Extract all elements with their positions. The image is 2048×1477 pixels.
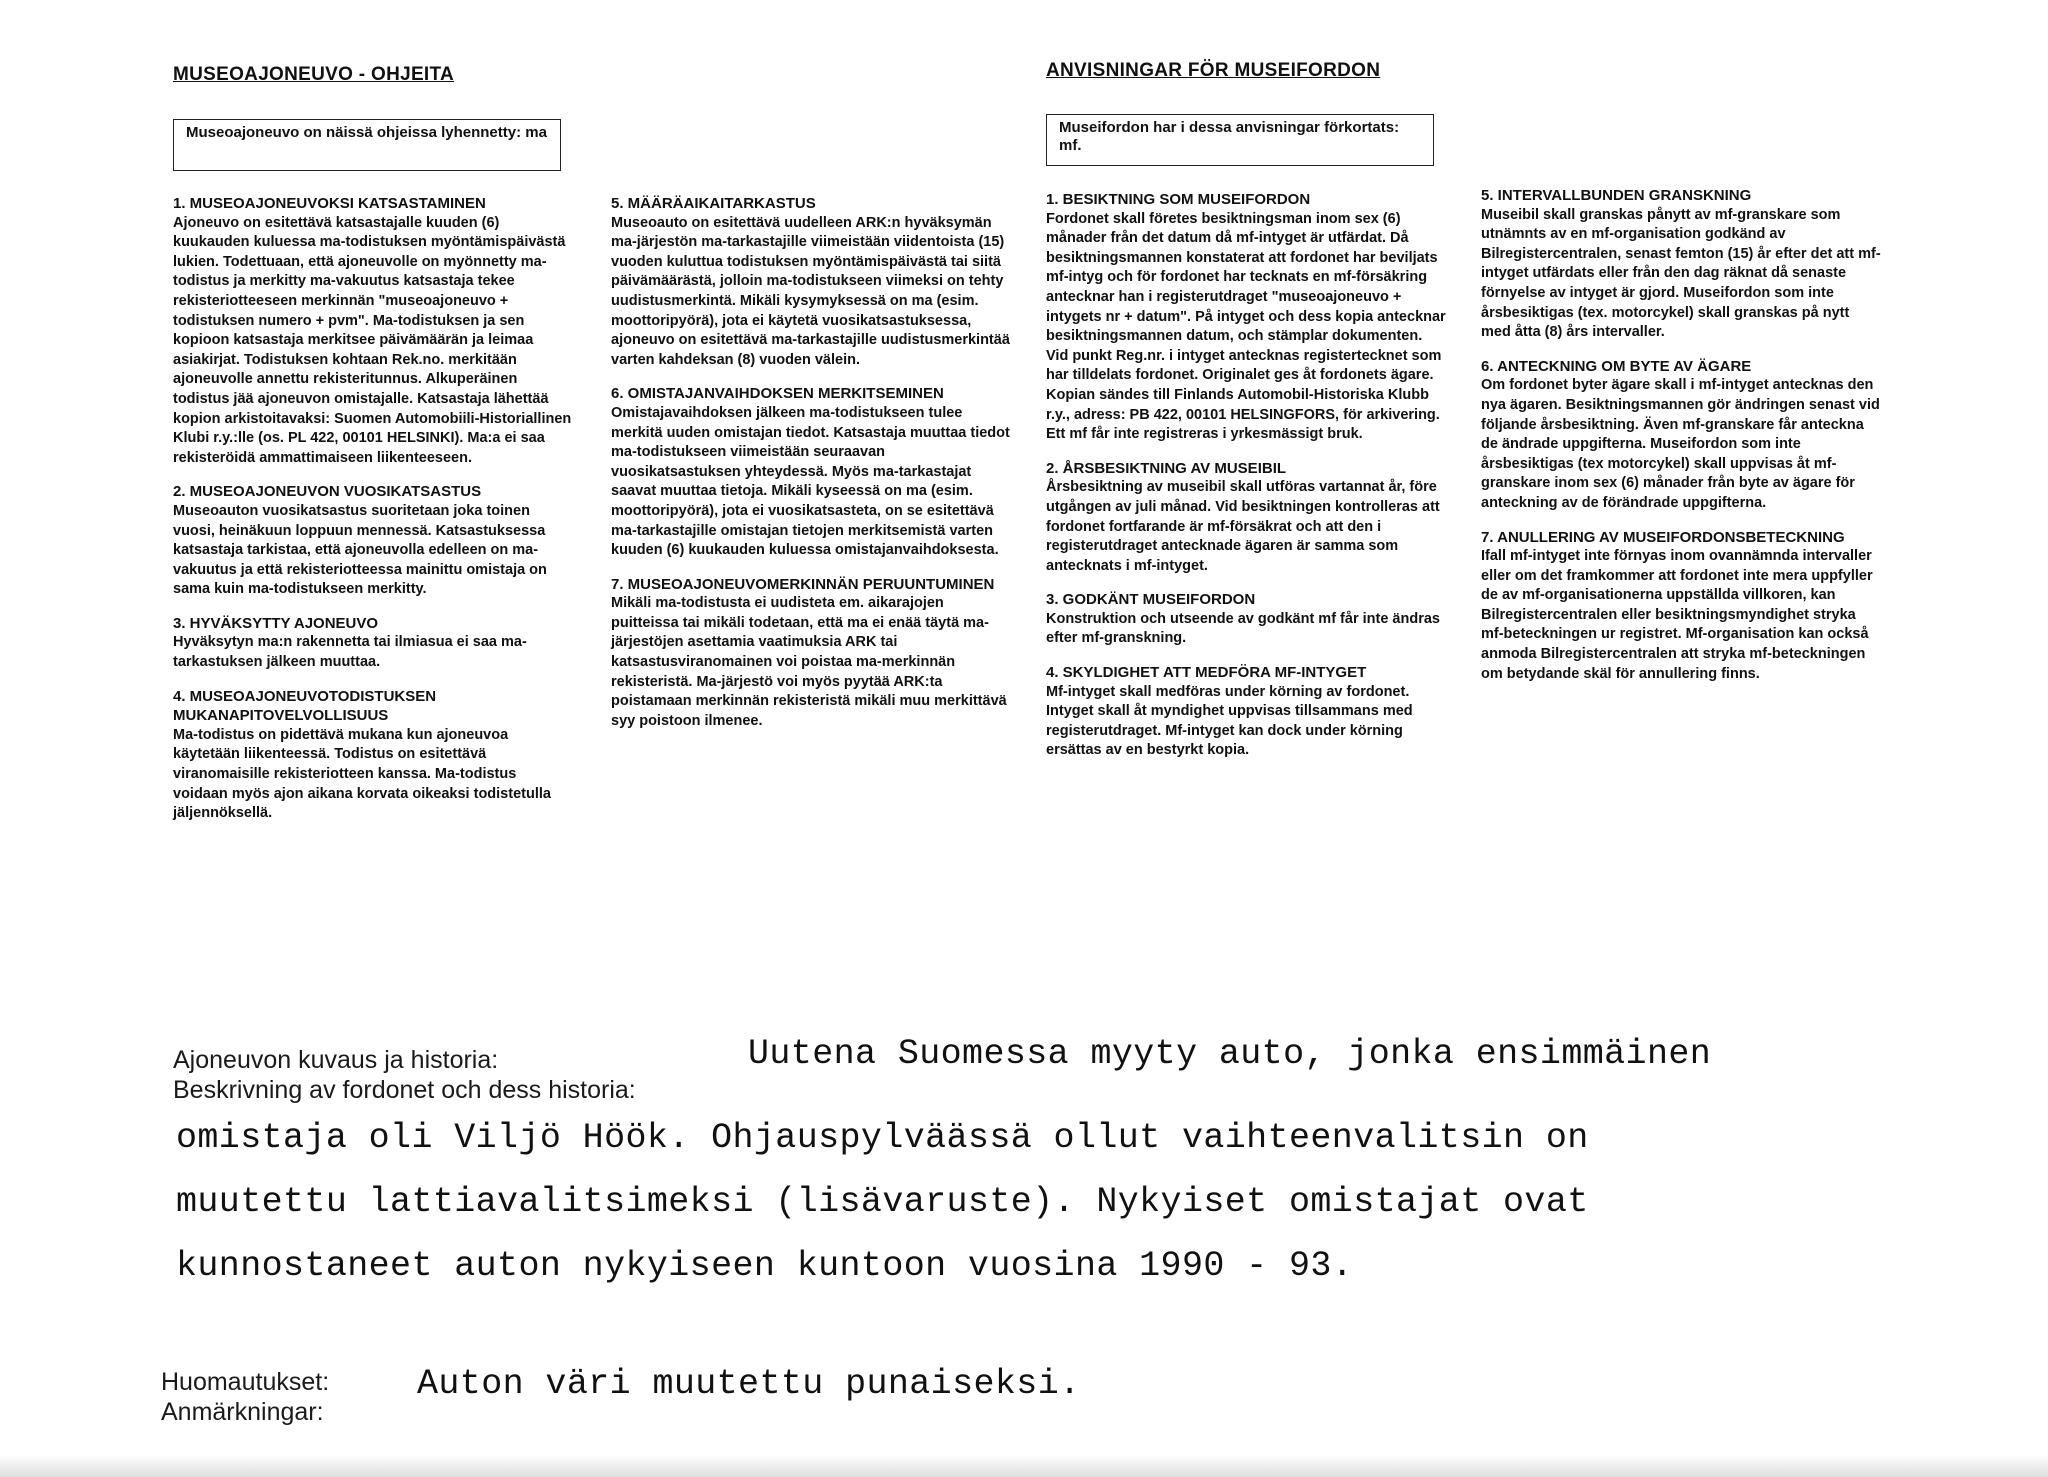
instructions-column-2 xyxy=(611,194,1011,745)
remarks-label-fi: Huomautukset: xyxy=(161,1368,330,1396)
history-label-sv: Beskrivning av fordonet och dess historia: xyxy=(173,1076,636,1104)
history-line-2: omistaja oli Viljö Höök. Ohjauspylväässä ollut vaihteenvalitsin on xyxy=(176,1118,1589,1158)
section-sv-3 xyxy=(1046,590,1446,649)
history-line-3: muutettu lattiavalitsimeksi (lisävaruste). Nykyiset omistajat ovat xyxy=(176,1182,1589,1222)
section-title: 4. MUSEOAJONEUVOTODISTUKSEN MUKANAPITOVELVOLLISUUS xyxy=(173,687,437,725)
section-fi-1 xyxy=(173,194,573,468)
section-fi-2 xyxy=(173,482,573,600)
section-title: 2. MUSEOAJONEUVON VUOSIKATSASTUS xyxy=(173,483,482,501)
section-body: Ifall mf-intyget inte förnyas inom ovannämnda intervaller eller om det framkommer att fordonet inte mera uppfyller de av mf-organisationerna uppställda villkoren, kan Bilregistercentralen eller besiktningsmyndighet stryka mf-beteckningen ur registret. Mf-organisation kan också anmoda Bilregistercentralen att stryka mf-beteckningen om betydande skäl för annullering finns. xyxy=(1481,548,1873,682)
abbreviation-note-fi: Museoajoneuvo on näissä ohjeissa lyhennetty: ma xyxy=(173,119,561,171)
section-title: 7. ANULLERING AV MUSEIFORDONSBETECKNING xyxy=(1481,528,1845,546)
remarks-label-sv: Anmärkningar: xyxy=(161,1398,324,1426)
section-body: Omistajavaihdoksen jälkeen ma-todistukseen tulee merkitä uuden omistajan tiedot. Katsastaja muuttaa tiedot ma-todistukseen viimeistään seuraavan vuosikatsastuksen yhteydessä. Myös ma-tarkastajat saavat muuttaa tietoja. Mikäli kyseessä on ma (esim. moottoripyörä), jota ei vuosikatsasteta, on se esitettävä ma-tarkastajille omistajan tietojen merkitsemistä varten kuuden (6) kuukauden kuluessa omistajanvaihdoksesta. xyxy=(611,404,1010,559)
section-sv-2 xyxy=(1046,459,1446,577)
section-title: 3. GODKÄNT MUSEIFORDON xyxy=(1046,591,1256,609)
section-title: 1. MUSEOAJONEUVOKSI KATSASTAMINEN xyxy=(173,195,486,212)
section-fi-3 xyxy=(173,614,573,673)
section-body: Fordonet skall företes besiktningsman inom sex (6) månader från det datum då mf-intyget är utfärdat. Då besiktningsmannen konstaterat att fordonet har beviljats mf-intyg och för fordonet har tecknats en mf-försäkring antecknar han i registerutdraget "museoajoneuvo + intygets nr + datum". På intyget och dess kopia antecknar besiktningsmannen datum, och stämplar dokumenten. Vid punkt Reg.nr. i intyget antecknas registertecknet som har tilldelats fordonet. Originalet ges åt fordonets ägare. Kopian sändes till Finlands Automobil-Historiska Klubb r.y., adress: PB 422, 00101 HELSINGFORS, för arkivering. Ett mf får inte registreras i yrkesmässigt bruk. xyxy=(1046,210,1446,443)
section-title: 5. MÄÄRÄAIKAITARKASTUS xyxy=(611,195,816,212)
title-fi: MUSEOAJONEUVO - OHJEITA xyxy=(173,64,455,85)
remarks-text: Auton väri muutettu punaiseksi. xyxy=(417,1364,1081,1404)
section-title: 6. OMISTAJANVAIHDOKSEN MERKITSEMINEN xyxy=(611,385,944,403)
section-title: 5. INTERVALLBUNDEN GRANSKNING xyxy=(1481,187,1752,204)
instructions-column-1 xyxy=(173,194,573,838)
section-title: 2. ÅRSBESIKTNING AV MUSEIBIL xyxy=(1046,459,1287,477)
section-title: 7. MUSEOAJONEUVOMERKINNÄN PERUUNTUMINEN xyxy=(611,575,995,593)
section-body: Museibil skall granskas pånytt av mf-granskare som utnämnts av en mf-organisation godkänd av Bilregistercentralen, senast femton (15) år efter det att mf-intyget utfärdats eller från den dag räknat då senaste förnyelse av intyget är gjord. Museifordon som inte årsbesiktigas (tex. motorcykel) skall granskas på nytt med åtta (8) års intervaller. xyxy=(1481,206,1881,341)
history-line-4: kunnostaneet auton nykyiseen kuntoon vuosina 1990 - 93. xyxy=(176,1246,1354,1286)
section-title: 3. HYVÄKSYTTY AJONEUVO xyxy=(173,614,379,632)
title-sv: ANVISNINGAR FÖR MUSEIFORDON xyxy=(1046,60,1381,81)
section-sv-4 xyxy=(1046,663,1446,761)
instructions-column-4 xyxy=(1481,186,1881,698)
section-fi-6 xyxy=(611,384,1011,560)
section-sv-7 xyxy=(1481,528,1881,685)
section-sv-1 xyxy=(1046,190,1446,445)
section-sv-5 xyxy=(1481,186,1881,343)
section-title: 6. ANTECKNING OM BYTE AV ÄGARE xyxy=(1481,357,1752,375)
section-body: Hyväksytyn ma:n rakennetta tai ilmiasua ei saa ma-tarkastuksen jälkeen muuttaa. xyxy=(173,634,527,671)
section-body: Museoauton vuosikatsastus suoritetaan joka toinen vuosi, heinäkuun loppuun mennessä. Katsastuksessa katsastaja tarkistaa, että ajoneuvolla edelleen on ma-vakuutus ja että rekisteriotteessa mainittu omistaja on sama kuin ma-todistukseen merkitty. xyxy=(173,502,547,598)
section-body: Museoauto on esitettävä uudelleen ARK:n hyväksymän ma-järjestön ma-tarkastajille viimeistään viidentoista (15) vuoden kuluttua todistuksen myöntämispäivästä tai siitä päivämäärästä, jolloin ma-todistukseen viimeksi on tehty uudistusmerkintä. Mikäli kysymyksessä on ma (esim. moottoripyörä), jota ei käytetä vuosikatsastuksessa, ajoneuvo on esitettävä ma-tarkastajille uudistusmerkintää varten kahdeksan (8) vuoden välein. xyxy=(611,214,1010,368)
section-body: Ma-todistus on pidettävä mukana kun ajoneuvoa käytetään liikenteessä. Todistus on esitettävä viranomaisille rekisteriotteen kanssa. Ma-todistus voidaan myös ajon aikana korvata oikeaksi todistetulla jäljennöksellä. xyxy=(173,726,551,822)
history-label-fi: Ajoneuvon kuvaus ja historia: xyxy=(173,1046,499,1074)
section-title: 1. BESIKTNING SOM MUSEIFORDON xyxy=(1046,191,1311,208)
section-fi-7 xyxy=(611,575,1011,732)
section-title: 4. SKYLDIGHET ATT MEDFÖRA MF-INTYGET xyxy=(1046,664,1367,682)
section-fi-4 xyxy=(173,687,573,824)
section-body: Mf-intyget skall medföras under körning av fordonet. Intyget skall åt myndighet uppvisas tillsammans med registerutdraget. Mf-intyget kan dock under körning ersättas av en bestyrkt kopia. xyxy=(1046,683,1413,759)
page-edge xyxy=(0,1455,2048,1477)
abbreviation-note-sv: Museifordon har i dessa anvisningar förkortats: mf. xyxy=(1046,114,1434,166)
section-body: Ajoneuvo on esitettävä katsastajalle kuuden (6) kuukauden kuluessa ma-todistuksen myöntämispäivästä lukien. Todettuaan, että ajoneuvolle on myönnetty ma-todistus ja merkitty ma-vakuutus katsastaja tekee rekisteriotteeseen merkinnän "museoajoneuvo + todistuksen numero + pvm". Ma-todistuksen ja sen kopioon katsastaja merkitsee päivämäärän ja leimaa asiakirjat. Todistuksen kohtaan Rek.no. merkitään ajoneuvolle annettu rekisteritunnus. Alkuperäinen todistus jää ajoneuvon omistajalle. Katsastaja lähettää kopion arkistoitavaksi: Suomen Automobiili-Historiallinen Klubi r.y.:lle (os. PL 422, 00101 HELSINKI). Ma:a ei saa rekisteröidä ammattimaiseen liikenteeseen. xyxy=(173,214,572,466)
section-body: Årsbesiktning av museibil skall utföras vartannat år, före utgången av juli månad. Vid besiktningen kontrolleras att fordonet fortfarande är mf-försäkrat och att den i registerutdraget antecknade ägaren är samma som antecknats i mf-intyget. xyxy=(1046,479,1440,574)
instructions-column-3 xyxy=(1046,190,1446,775)
section-sv-6 xyxy=(1481,357,1881,514)
section-body: Konstruktion och utseende av godkänt mf får inte ändras efter mf-granskning. xyxy=(1046,610,1440,647)
section-fi-5 xyxy=(611,194,1011,370)
section-body: Mikäli ma-todistusta ei uudisteta em. aikarajojen puitteissa tai mikäli todetaan, että ma ei enää täytä ma-järjestöjen asettamia vaatimuksia ARK tai katsastusviranomainen voi poistaa ma-merkinnän rekisteristä. Ma-järjestö voi myös pyytää ARK:ta poistamaan merkinnän rekisteristä mikäli muu merkittävä syy poistoon ilmenee. xyxy=(611,595,1007,729)
section-body: Om fordonet byter ägare skall i mf-intyget antecknas den nya ägaren. Besiktningsmannen gör ändringen senast vid följande årsbesiktning. Även mf-granskare får anteckna de ändrade uppgifterna. Museifordon som inte årsbesiktigas (tex motorcykel) skall uppvisas åt mf-granskare inom sex (6) månader från byte av ägare för anteckning av de förändrade uppgifterna. xyxy=(1481,377,1880,511)
history-line-1: Uutena Suomessa myyty auto, jonka ensimmäinen xyxy=(748,1034,1712,1074)
